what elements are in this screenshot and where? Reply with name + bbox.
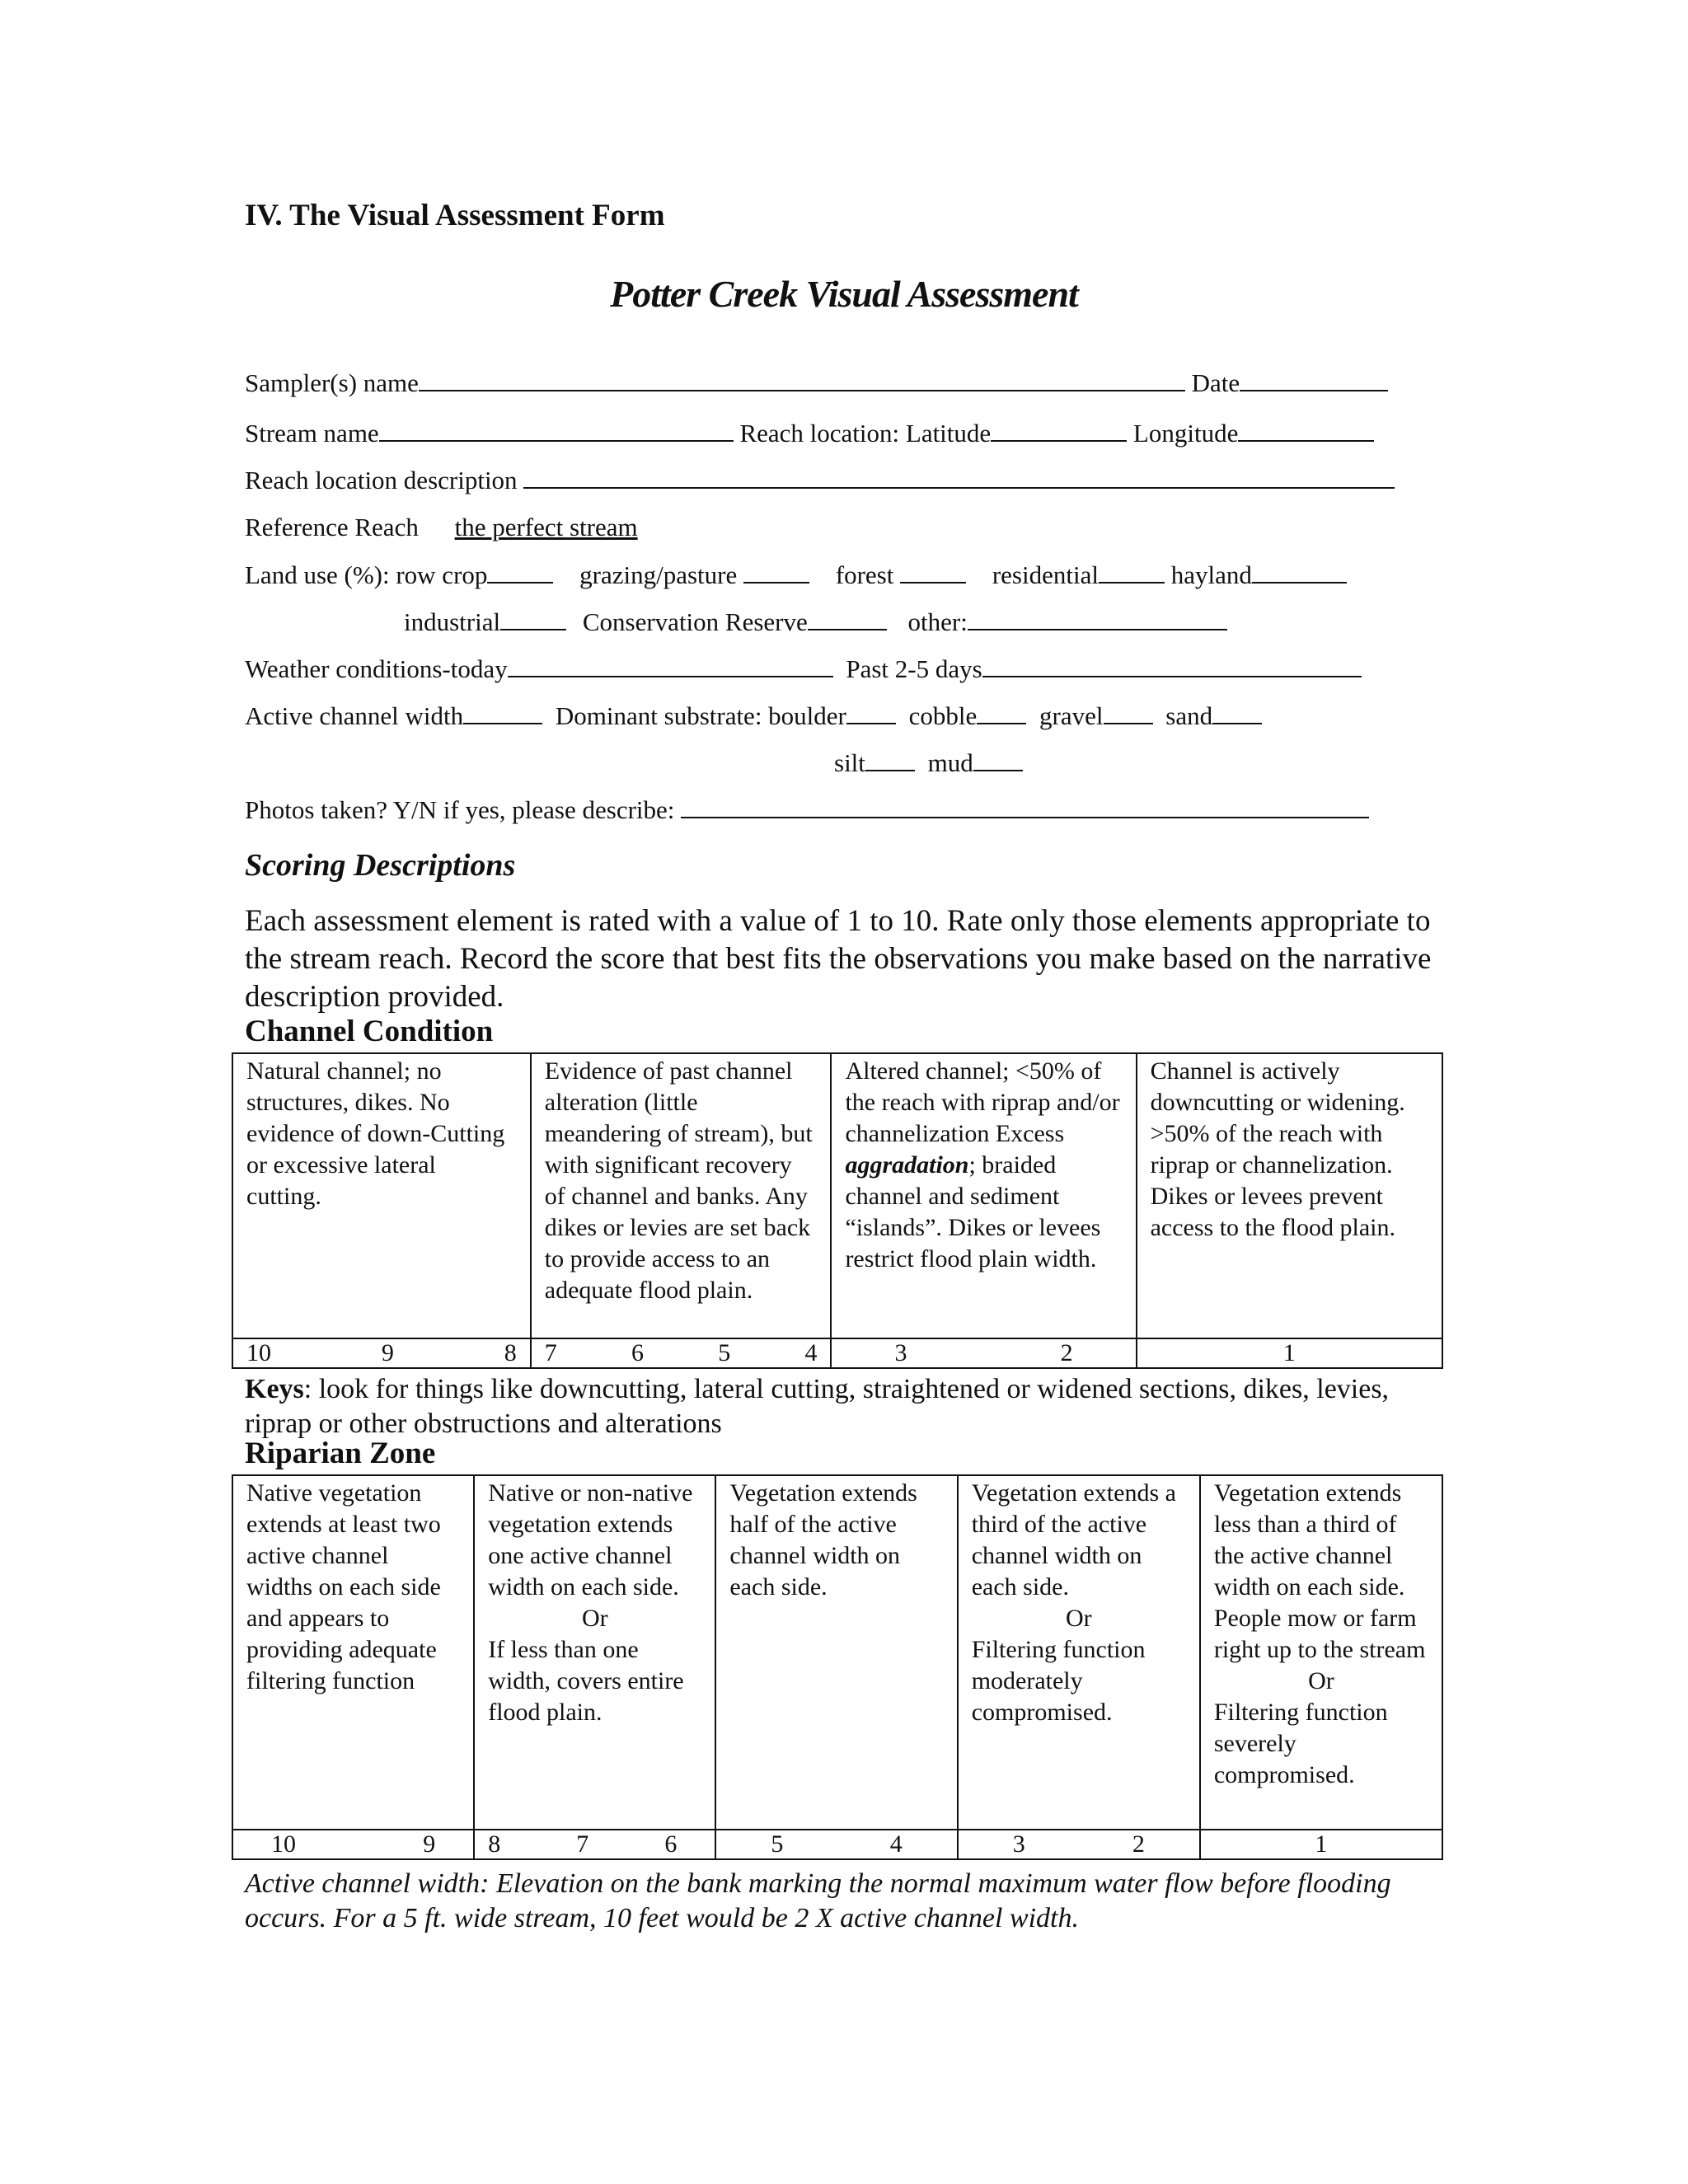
rz-description-1: Native vegetation extends at least two active channel widths on each side and appears to providing adequate filtering function (232, 1475, 474, 1830)
score-7[interactable]: 7 (576, 1830, 589, 1858)
cobble-label: cobble (908, 701, 978, 730)
conservation-label: Conservation Reserve (582, 607, 808, 636)
conservation-field[interactable] (808, 607, 887, 630)
score-2[interactable]: 2 (1132, 1830, 1145, 1858)
score-5[interactable]: 5 (718, 1339, 731, 1366)
score-6[interactable]: 6 (631, 1339, 644, 1366)
latitude-field[interactable] (991, 419, 1127, 442)
riparian-zone-table (232, 1474, 1443, 1860)
riparian-zone-heading: Riparian Zone (245, 1436, 436, 1470)
longitude-field[interactable] (1238, 419, 1374, 442)
hayland-label: hayland (1170, 560, 1252, 589)
rz-score-cell-5 (1200, 1830, 1442, 1859)
forest-label: forest (835, 560, 894, 589)
rz-score-cell-1 (232, 1830, 474, 1859)
substrate-row-2 (834, 748, 1023, 778)
longitude-label: Longitude (1132, 419, 1239, 448)
score-3[interactable]: 3 (1012, 1830, 1025, 1858)
score-10[interactable]: 10 (271, 1830, 296, 1858)
score-row (232, 1338, 1442, 1368)
score-8[interactable]: 8 (488, 1830, 501, 1858)
boulder-field[interactable] (846, 701, 896, 724)
cc-score-cell-2 (531, 1338, 832, 1368)
grazing-label: grazing/pasture (579, 560, 738, 589)
scoring-heading: Scoring Descriptions (245, 848, 516, 883)
past-days-field[interactable] (982, 654, 1362, 677)
past-days-label: Past 2-5 days (846, 654, 982, 683)
rz-score-cell-4 (958, 1830, 1200, 1859)
cc-score-cell-3 (831, 1338, 1136, 1368)
cc-description-1: Natural channel; no structures, dikes. No evidence of down-Cutting or excessive lateral cutting. (232, 1053, 531, 1338)
photos-label: Photos taken? Y/N if yes, please describe: (245, 795, 675, 824)
sampler-row (245, 368, 1388, 398)
sampler-name-field[interactable] (419, 368, 1185, 391)
score-row (232, 1830, 1442, 1859)
rz-description-2 (474, 1475, 715, 1830)
row-crop-label: Land use (%): row crop (245, 560, 488, 589)
row-crop-field[interactable] (487, 560, 553, 583)
reference-reach-label: Reference Reach (245, 513, 419, 541)
latitude-label: Reach location: Latitude (739, 419, 992, 448)
rz-description-5 (1200, 1475, 1442, 1830)
date-field[interactable] (1240, 368, 1388, 391)
score-3[interactable]: 3 (894, 1339, 907, 1366)
grazing-field[interactable] (743, 560, 809, 583)
industrial-field[interactable] (500, 607, 566, 630)
land-use-row-2 (404, 607, 1227, 637)
score-1[interactable]: 1 (1282, 1339, 1296, 1366)
cc-description-3c: ; braided channel and sediment “islands”. Dikes or levees restrict flood plain width. (845, 1151, 1101, 1272)
keys-text: : look for things like downcutting, lateral cutting, straightened or widened sections, dikes, levies, riprap or other obstructions and alterations (245, 1374, 1390, 1439)
section-heading: IV. The Visual Assessment Form (245, 199, 665, 232)
mud-label: mud (927, 748, 973, 777)
rz-score-cell-2 (474, 1830, 715, 1859)
channel-condition-heading: Channel Condition (245, 1015, 494, 1048)
sampler-label: Sampler(s) name (245, 368, 419, 397)
reach-description-field[interactable] (523, 466, 1395, 489)
substrate-row (245, 701, 1262, 731)
industrial-label: industrial (404, 607, 501, 636)
channel-width-field[interactable] (463, 701, 542, 724)
description-row (232, 1053, 1442, 1338)
cc-score-cell-4 (1137, 1338, 1442, 1368)
score-8[interactable]: 8 (504, 1339, 517, 1366)
rz-or-4: Or (1065, 1605, 1092, 1632)
rz-description-4a: Vegetation extends a third of the active channel width on each side. (971, 1479, 1176, 1601)
land-use-row (245, 560, 1347, 590)
rz-description-3: Vegetation extends half of the active channel width on each side. (715, 1475, 957, 1830)
score-7[interactable]: 7 (544, 1339, 557, 1366)
score-5[interactable]: 5 (771, 1830, 784, 1858)
weather-row (245, 654, 1362, 684)
scoring-intro: Each assessment element is rated with a value of 1 to 10. Rate only those elements appropriate to the stream reach. Record the score that best fits the observations you make based on the narrative description provided. (245, 904, 1432, 1014)
score-4[interactable]: 4 (889, 1830, 903, 1858)
rz-score-cell-3 (715, 1830, 957, 1859)
other-field[interactable] (968, 607, 1227, 630)
channel-width-label: Active channel width (245, 701, 464, 730)
silt-label: silt (834, 748, 865, 777)
date-label: Date (1191, 368, 1240, 397)
cc-description-3a: Altered channel; <50% of the reach with riprap and/or channelization Excess (845, 1057, 1120, 1147)
channel-condition-table (232, 1052, 1443, 1369)
rz-description-2a: Native or non-native vegetation extends one active channel width on each side. (488, 1479, 693, 1601)
rz-description-4b: Filtering function moderately compromised. (971, 1636, 1146, 1726)
gravel-label: gravel (1039, 701, 1104, 730)
reach-description-label: Reach location description (245, 466, 518, 494)
cc-aggradation: aggradation (845, 1151, 969, 1179)
reach-desc-row (245, 466, 1395, 495)
silt-field[interactable] (865, 748, 915, 771)
photos-description-field[interactable] (681, 795, 1369, 818)
stream-name-label: Stream name (245, 419, 379, 448)
rz-description-5a: Vegetation extends less than a third of the active channel width on each side. People mow or farm right up to the stream (1213, 1479, 1426, 1663)
forest-field[interactable] (900, 560, 966, 583)
other-label: other: (907, 607, 968, 636)
cobble-field[interactable] (977, 701, 1026, 724)
photos-row (245, 795, 1369, 825)
score-9[interactable]: 9 (381, 1339, 394, 1366)
score-6[interactable]: 6 (664, 1830, 678, 1858)
residential-field[interactable] (1099, 560, 1165, 583)
cc-description-2: Evidence of past channel alteration (little meandering of stream), but with significant recovery of channel and banks. Any dikes or levies are set back to provide access to an adequate flood plain. (531, 1053, 832, 1338)
boulder-label: Dominant substrate: boulder (555, 701, 846, 730)
gravel-field[interactable] (1104, 701, 1153, 724)
rz-description-4 (958, 1475, 1200, 1830)
cc-description-3 (831, 1053, 1136, 1338)
stream-row (245, 419, 1374, 448)
rz-description-5b: Filtering function severely compromised. (1213, 1699, 1388, 1788)
score-10[interactable]: 10 (246, 1339, 271, 1366)
description-row (232, 1475, 1442, 1830)
reference-reach-value: the perfect stream (454, 513, 638, 541)
cc-description-4: Channel is actively downcutting or widening. >50% of the reach with riprap or channelization. Dikes or levees prevent access to the flood plain. (1137, 1053, 1442, 1338)
rz-or-5: Or (1308, 1667, 1334, 1694)
hayland-field[interactable] (1252, 560, 1347, 583)
score-2[interactable]: 2 (1060, 1339, 1073, 1366)
score-1[interactable]: 1 (1315, 1830, 1328, 1858)
keys-note (245, 1372, 1448, 1441)
weather-today-field[interactable] (508, 654, 833, 677)
cc-score-cell-1 (232, 1338, 531, 1368)
stream-name-field[interactable] (379, 419, 734, 442)
score-9[interactable]: 9 (423, 1830, 436, 1858)
active-channel-width-footnote: Active channel width: Elevation on the bank marking the normal maximum water flow before flooding occurs. For a 5 ft. wide stream, 10 feet would be 2 X active channel width. (245, 1868, 1391, 1933)
rz-or-2: Or (581, 1605, 608, 1632)
keys-label: Keys (245, 1374, 304, 1404)
rz-description-2b: If less than one width, covers entire flood plain. (488, 1636, 684, 1726)
sand-label: sand (1165, 701, 1213, 730)
form-title: Potter Creek Visual Assessment (610, 273, 1078, 315)
score-4[interactable]: 4 (804, 1339, 818, 1366)
residential-label: residential (992, 560, 1099, 589)
reference-row (245, 513, 638, 542)
mud-field[interactable] (973, 748, 1023, 771)
weather-label: Weather conditions-today (245, 654, 508, 683)
sand-field[interactable] (1212, 701, 1262, 724)
